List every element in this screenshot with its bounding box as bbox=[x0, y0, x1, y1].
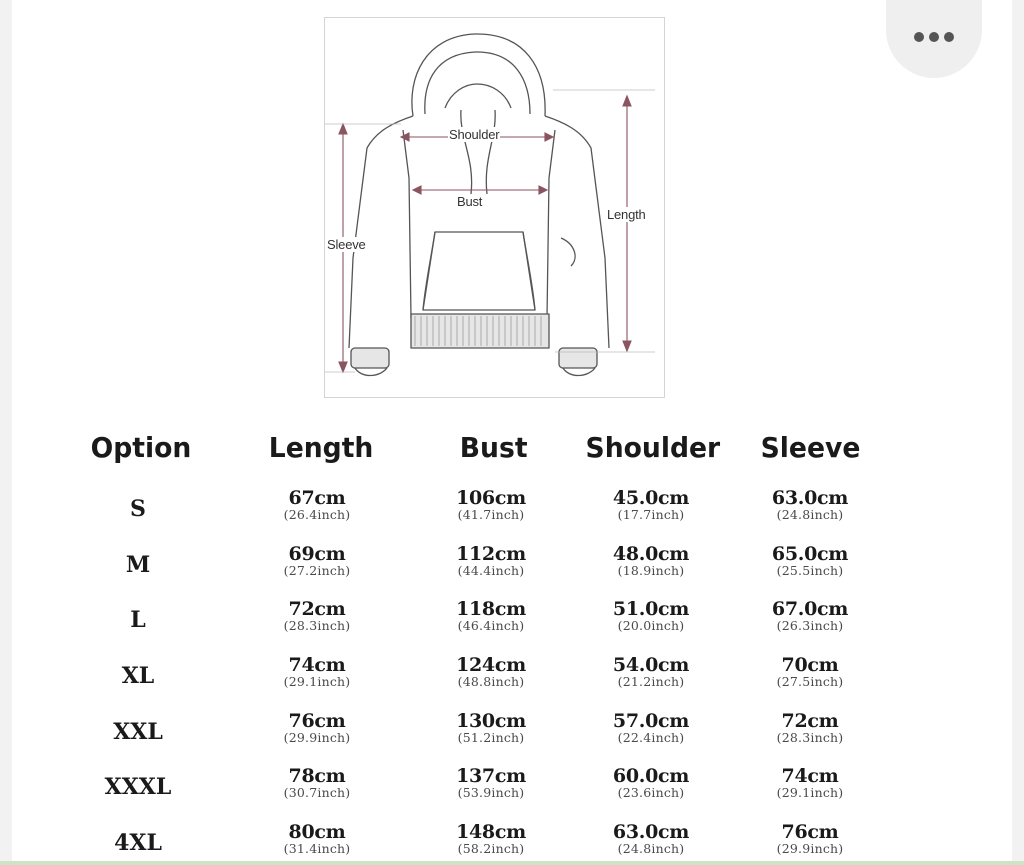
cell-length bbox=[232, 545, 402, 578]
cell-sleeve bbox=[725, 545, 895, 578]
value-inch: (29.1inch) bbox=[283, 674, 351, 689]
cell-sleeve bbox=[725, 600, 895, 633]
value-cm: 54.0cm bbox=[612, 654, 690, 676]
size-label: S bbox=[130, 496, 146, 522]
cell-bust bbox=[406, 600, 576, 633]
value-cm: 67.0cm bbox=[771, 598, 849, 620]
cell-length bbox=[232, 767, 402, 800]
value-cm: 137cm bbox=[456, 765, 526, 787]
size-label: XXL bbox=[113, 719, 163, 745]
header-length: Length bbox=[268, 431, 374, 464]
value-cm: 76cm bbox=[288, 710, 346, 732]
cell-shoulder bbox=[566, 600, 736, 633]
value-inch: (41.7inch) bbox=[457, 507, 525, 522]
value-inch: (28.3inch) bbox=[283, 618, 351, 633]
diagram-label-shoulder: Shoulder bbox=[449, 127, 500, 142]
value-cm: 69cm bbox=[288, 543, 346, 565]
diagram-label-bust: Bust bbox=[457, 194, 483, 209]
value-inch: (23.6inch) bbox=[617, 785, 685, 800]
header-sleeve: Sleeve bbox=[760, 431, 861, 464]
value-inch: (48.8inch) bbox=[457, 674, 525, 689]
value-inch: (58.2inch) bbox=[457, 841, 525, 856]
value-inch: (26.3inch) bbox=[776, 618, 844, 633]
cell-bust bbox=[406, 489, 576, 522]
cell-sleeve bbox=[725, 767, 895, 800]
value-cm: 118cm bbox=[456, 598, 526, 620]
cell-bust bbox=[406, 656, 576, 689]
cell-shoulder bbox=[566, 656, 736, 689]
value-cm: 63.0cm bbox=[612, 821, 690, 843]
value-cm: 130cm bbox=[456, 710, 526, 732]
value-cm: 48.0cm bbox=[612, 543, 690, 565]
value-inch: (31.4inch) bbox=[283, 841, 351, 856]
cell-shoulder bbox=[566, 545, 736, 578]
value-cm: 124cm bbox=[456, 654, 526, 676]
hoodie-size-diagram bbox=[324, 17, 665, 398]
cell-bust bbox=[406, 767, 576, 800]
bottom-divider bbox=[0, 861, 1024, 865]
cell-bust bbox=[406, 545, 576, 578]
cell-length bbox=[232, 489, 402, 522]
value-cm: 106cm bbox=[456, 487, 526, 509]
value-inch: (21.2inch) bbox=[617, 674, 685, 689]
value-cm: 72cm bbox=[288, 598, 346, 620]
value-cm: 72cm bbox=[781, 710, 839, 732]
size-label: 4XL bbox=[114, 830, 162, 856]
value-cm: 57.0cm bbox=[612, 710, 690, 732]
value-inch: (27.5inch) bbox=[776, 674, 844, 689]
cell-shoulder bbox=[566, 767, 736, 800]
value-inch: (17.7inch) bbox=[617, 507, 685, 522]
value-cm: 112cm bbox=[456, 543, 526, 565]
value-inch: (18.9inch) bbox=[617, 563, 685, 578]
cell-length bbox=[232, 600, 402, 633]
cell-length bbox=[232, 823, 402, 856]
value-inch: (25.5inch) bbox=[776, 563, 844, 578]
value-cm: 65.0cm bbox=[771, 543, 849, 565]
value-inch: (24.8inch) bbox=[776, 507, 844, 522]
header-option: Option bbox=[90, 431, 192, 464]
cell-bust bbox=[406, 712, 576, 745]
value-cm: 78cm bbox=[288, 765, 346, 787]
header-shoulder: Shoulder bbox=[585, 431, 721, 464]
value-inch: (22.4inch) bbox=[617, 730, 685, 745]
cell-sleeve bbox=[725, 489, 895, 522]
cell-length bbox=[232, 712, 402, 745]
value-cm: 60.0cm bbox=[612, 765, 690, 787]
value-cm: 63.0cm bbox=[771, 487, 849, 509]
cell-shoulder bbox=[566, 712, 736, 745]
value-inch: (26.4inch) bbox=[283, 507, 351, 522]
size-label: L bbox=[130, 607, 146, 633]
value-cm: 67cm bbox=[288, 487, 346, 509]
cell-shoulder bbox=[566, 823, 736, 856]
value-inch: (20.0inch) bbox=[617, 618, 685, 633]
value-cm: 70cm bbox=[781, 654, 839, 676]
cell-bust bbox=[406, 823, 576, 856]
value-inch: (28.3inch) bbox=[776, 730, 844, 745]
value-cm: 80cm bbox=[288, 821, 346, 843]
more-horizontal-icon bbox=[914, 32, 954, 42]
cell-sleeve bbox=[725, 712, 895, 745]
value-inch: (53.9inch) bbox=[457, 785, 525, 800]
cell-sleeve bbox=[725, 656, 895, 689]
value-cm: 76cm bbox=[781, 821, 839, 843]
value-inch: (29.1inch) bbox=[776, 785, 844, 800]
value-inch: (24.8inch) bbox=[617, 841, 685, 856]
value-inch: (27.2inch) bbox=[283, 563, 351, 578]
value-inch: (29.9inch) bbox=[283, 730, 351, 745]
header-bust: Bust bbox=[459, 431, 528, 464]
diagram-label-length: Length bbox=[607, 207, 646, 222]
cell-sleeve bbox=[725, 823, 895, 856]
value-cm: 74cm bbox=[781, 765, 839, 787]
value-inch: (44.4inch) bbox=[457, 563, 525, 578]
value-inch: (51.2inch) bbox=[457, 730, 525, 745]
diagram-label-sleeve: Sleeve bbox=[327, 237, 366, 252]
value-inch: (30.7inch) bbox=[283, 785, 351, 800]
size-label: XL bbox=[121, 663, 155, 689]
size-label: M bbox=[125, 552, 151, 578]
value-inch: (29.9inch) bbox=[776, 841, 844, 856]
size-label: XXXL bbox=[104, 774, 172, 800]
cell-length bbox=[232, 656, 402, 689]
value-cm: 74cm bbox=[288, 654, 346, 676]
value-cm: 51.0cm bbox=[612, 598, 690, 620]
cell-shoulder bbox=[566, 489, 736, 522]
value-inch: (46.4inch) bbox=[457, 618, 525, 633]
value-cm: 148cm bbox=[456, 821, 526, 843]
value-cm: 45.0cm bbox=[612, 487, 690, 509]
